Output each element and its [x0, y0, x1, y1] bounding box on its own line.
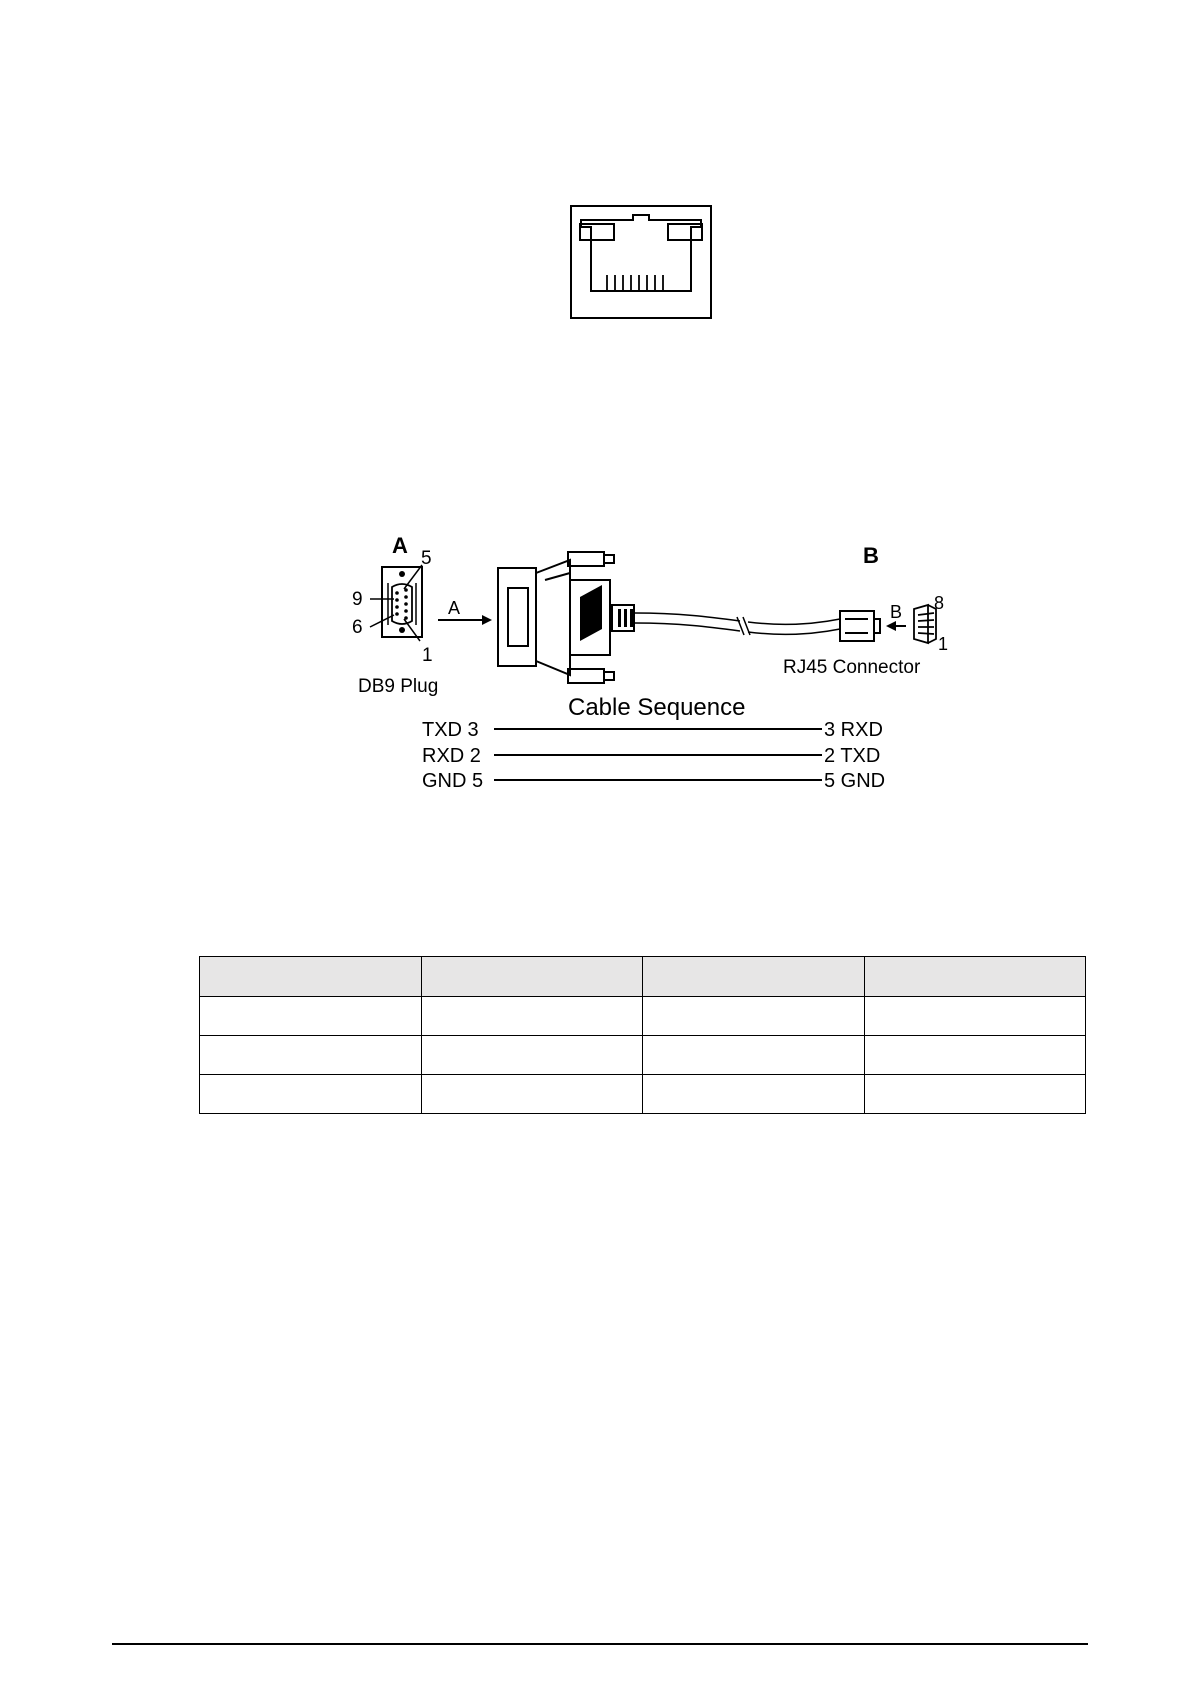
table-cell: [643, 1075, 865, 1114]
rj45-port-figure: [570, 205, 712, 320]
wire-left-label: GND 5: [422, 770, 484, 792]
table-row: [200, 1075, 1086, 1114]
table-cell: [643, 1036, 865, 1075]
wire-right-label: 5 GND: [824, 770, 886, 792]
pin-1-label: 1: [422, 645, 433, 666]
arrow-left-icon: [886, 621, 896, 631]
wire-left-label: TXD 3: [422, 719, 479, 741]
strain-relief-icon: [618, 609, 633, 627]
db9-pins: [395, 588, 408, 620]
label-a: A: [392, 533, 408, 558]
table-cell: [200, 997, 422, 1036]
wire-left-label: RXD 2: [422, 745, 481, 767]
rj45-end-icon: [914, 605, 936, 643]
cable-icon: [634, 613, 840, 635]
footer-divider: [112, 1643, 1088, 1645]
table-cell: [864, 997, 1086, 1036]
table-header-cell: [643, 957, 865, 997]
db9-plug-label: DB9 Plug: [358, 676, 439, 697]
table-header-row: [200, 957, 1086, 997]
table-cell: [864, 1075, 1086, 1114]
table-header-cell: [421, 957, 643, 997]
table-cell: [421, 1075, 643, 1114]
table-header-cell: [200, 957, 422, 997]
wire-row: [422, 770, 885, 792]
rj45-contacts: [607, 275, 663, 291]
pin-9-label: 9: [352, 589, 363, 610]
wire-row: [422, 745, 880, 767]
wire-right-label: 2 TXD: [824, 745, 881, 767]
table-cell: [864, 1036, 1086, 1075]
arrow-a-label: A: [448, 598, 461, 618]
rj-pin-8-label: 8: [934, 593, 945, 613]
table-cell: [200, 1075, 422, 1114]
rj-pin-1-label: 1: [938, 634, 949, 654]
table-cell: [421, 1036, 643, 1075]
wire-row: [422, 719, 883, 741]
table-cell: [643, 997, 865, 1036]
table-cell: [421, 997, 643, 1036]
console-cable-diagram: [330, 525, 950, 810]
arrow-right-icon: [482, 615, 492, 625]
db9-plug-icon: [382, 567, 422, 637]
pin-6-label: 6: [352, 617, 363, 638]
table-row: [200, 997, 1086, 1036]
table-row: [200, 1036, 1086, 1075]
cable-sequence-title: Cable Sequence: [568, 694, 746, 721]
db9-latch-icon: [580, 585, 602, 641]
pin-5-label: 5: [421, 548, 432, 569]
pin-table: [199, 956, 1086, 1114]
wire-right-label: 3 RXD: [824, 719, 883, 741]
label-b: B: [863, 543, 879, 568]
rj45-plug-icon: [840, 611, 880, 641]
table-cell: [200, 1036, 422, 1075]
table-header-cell: [864, 957, 1086, 997]
arrow-b-label: B: [890, 602, 903, 622]
db9-connector-body-icon: [498, 552, 634, 683]
rj45-connector-label: RJ45 Connector: [783, 657, 921, 678]
